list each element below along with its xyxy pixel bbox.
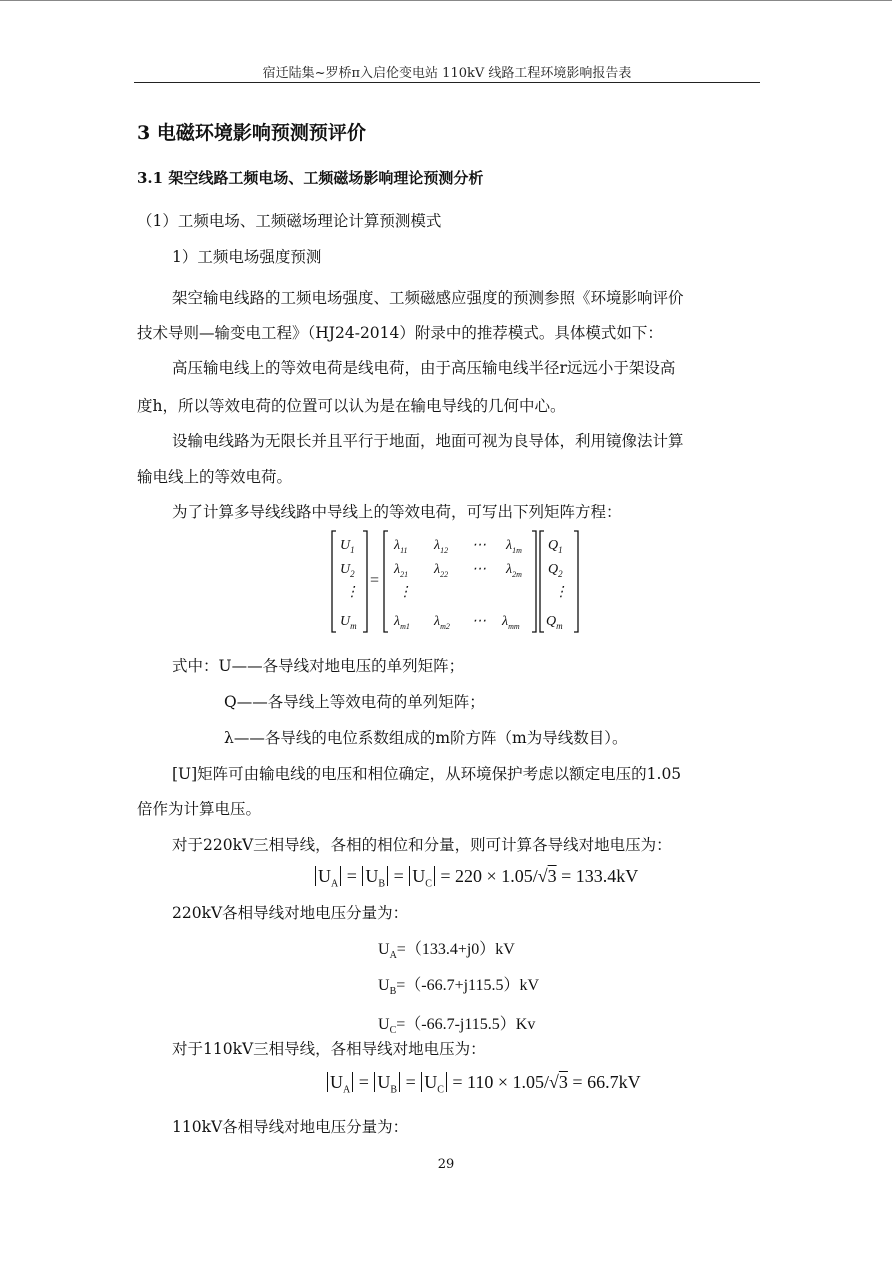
matrix-um: $U_m$ bbox=[340, 614, 357, 631]
voltage-component-a: $U_A=(133.4+j0)kV$ bbox=[378, 941, 515, 962]
lambda-r3-dots: ⋮ bbox=[398, 585, 412, 600]
paragraph-line: 220kV各相导线对地电压分量为： bbox=[172, 904, 409, 922]
lambda-r1c4: $\lambda_{1m}$ bbox=[506, 538, 522, 555]
running-header: 宿迁陆集~罗桥π入启伦变电站 110kV 线路工程环境影响报告表 bbox=[262, 66, 632, 81]
matrix-u1: $U_1$ bbox=[340, 538, 355, 555]
lambda-r2c1: $\lambda_{21}$ bbox=[394, 562, 409, 579]
page-top-border bbox=[0, 0, 892, 1]
section-heading: 3 电磁环境影响预测预评价 bbox=[137, 122, 366, 144]
where-clause-u: 式中：U——各导线对地电压的单列矩阵； bbox=[172, 657, 465, 675]
paragraph-line: 技术导则—输变电工程》（HJ24-2014）附录中的推荐模式。具体模式如下： bbox=[137, 324, 663, 342]
matrix-q1: $Q_1$ bbox=[548, 538, 563, 555]
lambda-r1c3: ⋯ bbox=[472, 538, 486, 553]
paragraph-line: 架空输电线路的工频电场强度、工频磁感应强度的预测参照《环境影响评价 bbox=[172, 289, 684, 307]
subsection-heading: 3.1 架空线路工频电场、工频磁场影响理论预测分析 bbox=[137, 169, 484, 187]
lambda-r1c1: $\lambda_{11}$ bbox=[394, 538, 408, 555]
item-heading: （1）工频电场、工频磁场理论计算预测模式 bbox=[137, 212, 442, 230]
page-number: 29 bbox=[437, 1157, 455, 1172]
matrix-equation bbox=[330, 528, 580, 636]
matrix-q-dots: ⋮ bbox=[554, 585, 568, 600]
matrix-qm: $Q_m$ bbox=[546, 614, 563, 631]
paragraph-line: 高压输电线上的等效电荷是线电荷，由于高压输电线半径r远远小于架设高 bbox=[172, 359, 676, 377]
where-clause-q: Q——各导线上等效电荷的单列矩阵； bbox=[224, 693, 485, 711]
paragraph-line: 对于220kV三相导线，各相的相位和分量，则可计算各导线对地电压为： bbox=[172, 836, 672, 854]
lambda-r4c4: $\lambda_{mm}$ bbox=[502, 614, 520, 631]
paragraph-line: 为了计算多导线线路中导线上的等效电荷，可写出下列矩阵方程： bbox=[172, 503, 622, 521]
matrix-u2: $U_2$ bbox=[340, 562, 355, 579]
lambda-r2c2: $\lambda_{22}$ bbox=[434, 562, 449, 579]
lambda-r4c3: ⋯ bbox=[472, 614, 486, 629]
where-clause-lambda: λ——各导线的电位系数组成的m阶方阵（m为导线数目）。 bbox=[224, 729, 628, 747]
subitem-heading: 1）工频电场强度预测 bbox=[172, 248, 322, 266]
matrix-u-dots: ⋮ bbox=[345, 585, 359, 600]
paragraph-line: 设输电线路为无限长并且平行于地面，地面可视为良导体，利用镜像法计算 bbox=[172, 432, 684, 450]
equation-220kv: $U_A = U_B = U_C = 220 \times 1.05/√3 = 133.4kV$ bbox=[314, 866, 638, 890]
paragraph-line: [U]矩阵可由输电线的电压和相位确定，从环境保护考虑以额定电压的1.05 bbox=[172, 765, 682, 783]
paragraph-line: 输电线上的等效电荷。 bbox=[137, 468, 293, 486]
voltage-component-c: $U_C=(-66.7-j115.5)Kv$ bbox=[378, 1016, 536, 1037]
paragraph-line: 度h，所以等效电荷的位置可以认为是在输电导线的几何中心。 bbox=[137, 397, 566, 415]
paragraph-line: 对于110kV三相导线，各相导线对地电压为： bbox=[172, 1040, 486, 1058]
paragraph-line: 倍作为计算电压。 bbox=[137, 800, 262, 818]
voltage-component-b: $U_B=(-66.7+j115.5)kV$ bbox=[378, 977, 540, 998]
lambda-r2c4: $\lambda_{2m}$ bbox=[506, 562, 522, 579]
lambda-r1c2: $\lambda_{12}$ bbox=[434, 538, 449, 555]
lambda-r2c3: ⋯ bbox=[472, 562, 486, 577]
lambda-r4c2: $\lambda_{m2}$ bbox=[434, 614, 450, 631]
matrix-q2: $Q_2$ bbox=[548, 562, 563, 579]
paragraph-line: 110kV各相导线对地电压分量为： bbox=[172, 1118, 409, 1136]
equation-110kv: $U_A = U_B = U_C = 110 \times 1.05/√3 = 66.7kV$ bbox=[326, 1072, 641, 1096]
lambda-r4c1: $\lambda_{m1}$ bbox=[394, 614, 410, 631]
header-rule bbox=[134, 82, 760, 83]
matrix-equals: = bbox=[370, 572, 380, 589]
